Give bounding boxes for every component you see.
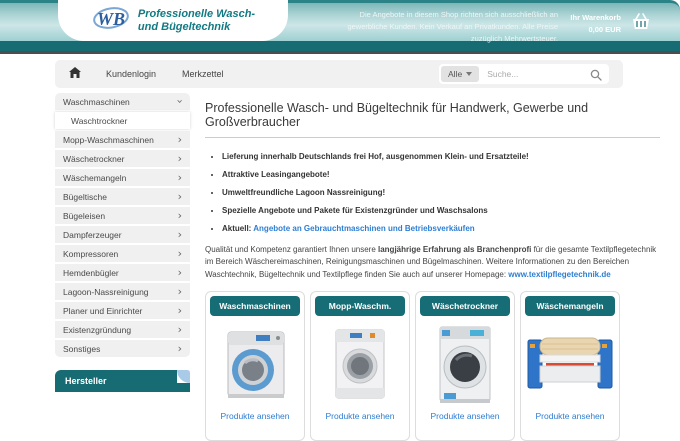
mangle-image[interactable] (524, 316, 616, 411)
chevron-right-icon: › (177, 209, 182, 222)
sidebar-item-lagoon-nassreinigung[interactable] (55, 283, 190, 300)
sidebar-item-label: Wäschetrockner (63, 153, 125, 164)
sidebar-item-label: Waschtrockner (71, 115, 128, 126)
svg-text:WB: WB (96, 9, 125, 29)
category-card-header[interactable]: Wäschemangeln (525, 296, 615, 316)
homepage-link[interactable]: www.textilpflegetechnik.de (508, 269, 611, 279)
chevron-right-icon: › (177, 133, 182, 146)
home-button[interactable] (69, 65, 81, 83)
sidebar-item-label: Lagoon-Nassreinigung (63, 286, 149, 297)
chevron-right-icon: › (177, 342, 182, 355)
sidebar-item-label: Hemdenbügler (63, 267, 119, 278)
search-filter-dropdown[interactable] (441, 66, 479, 82)
page-title: Professionelle Wasch- und Bügeltechnik für Handwerk, Gewerbe und Großverbraucher (205, 101, 589, 129)
category-card-header[interactable]: Wäschetrockner (420, 296, 510, 316)
header-gray-line (0, 51, 680, 54)
sidebar-item-planer-und-einrichter[interactable] (55, 302, 190, 319)
sidebar-item-mopp-waschmaschinen[interactable] (55, 131, 190, 148)
sidebar-item-label: Kompressoren (63, 248, 119, 259)
search-icon[interactable] (590, 68, 602, 86)
home-icon (69, 65, 81, 83)
produkte-ansehen-link[interactable]: Produkte ansehen (430, 411, 500, 422)
nav-link-kundenlogin[interactable]: Kundenlogin (106, 69, 157, 79)
usp-item: • Umweltfreundliche Lagoon Nassreinigung! (222, 188, 660, 198)
category-card-header[interactable]: Mopp-Waschm. (315, 296, 405, 316)
sidebar-item-hemdenb-gler[interactable] (55, 264, 190, 281)
chevron-right-icon: › (177, 228, 182, 241)
sidebar-item-label: Existenzgründung (63, 324, 132, 335)
wb-logo-icon (91, 3, 131, 38)
sidebar-item-label: Waschmaschinen (63, 96, 130, 107)
sidebar-item-label: Bügeleisen (63, 210, 106, 221)
intro-text: Qualität und Kompetenz garantiert Ihnen unsere (205, 245, 378, 254)
site-header (0, 0, 680, 54)
chevron-right-icon: › (177, 285, 182, 298)
content-area (55, 93, 660, 441)
produkte-ansehen-link[interactable]: Produkte ansehen (220, 411, 290, 422)
cart-label: Ihr Warenkorb 0,00 EUR (570, 13, 621, 34)
gebrauchtmaschinen-link[interactable]: Angebote an Gebrauchtmaschinen und Betriebsverkäufen (253, 224, 475, 233)
category-cards (205, 291, 660, 441)
usp-item-aktuell (222, 224, 660, 234)
category-card-header[interactable]: Waschmaschinen (210, 296, 300, 316)
intro-bold-text: langjährige Erfahrung als Branchenprofi (378, 245, 532, 254)
search-input[interactable] (479, 69, 607, 79)
chevron-right-icon: › (177, 323, 182, 336)
cart-widget[interactable] (570, 12, 652, 36)
sidebar-item-b-geleisen[interactable] (55, 207, 190, 224)
sidebar-hersteller-header[interactable] (55, 370, 190, 392)
intro-paragraph (205, 244, 660, 281)
category-card-waschmaschinen (205, 291, 305, 441)
usp-item: • Attraktive Leasingangebote! (222, 170, 660, 180)
usp-list (205, 152, 660, 234)
main-content (205, 93, 660, 441)
sidebar-item-w-schemangeln[interactable] (55, 169, 190, 186)
category-card-waeschemangeln (520, 291, 620, 441)
folded-corner-decoration (177, 370, 190, 383)
navbar (55, 60, 623, 88)
sidebar-item-kompressoren[interactable] (55, 245, 190, 262)
sidebar-item-label: Planer und Einrichter (63, 305, 143, 316)
sidebar (55, 93, 190, 441)
chevron-right-icon: › (177, 266, 182, 279)
hersteller-label: Hersteller (65, 376, 107, 386)
chevron-right-icon: › (177, 304, 182, 317)
category-card-mopp-waschmaschinen (310, 291, 410, 441)
basket-icon (630, 12, 652, 36)
sidebar-menu (55, 93, 190, 357)
caret-down-icon (466, 72, 472, 76)
sidebar-item-b-geltische[interactable] (55, 188, 190, 205)
washing-machine-image[interactable] (216, 316, 294, 411)
sidebar-item-label: Bügeltische (63, 191, 107, 202)
sidebar-item-label: Wäschemangeln (63, 172, 127, 183)
sidebar-item-existenzgr-ndung[interactable] (55, 321, 190, 338)
logo[interactable] (58, 0, 288, 41)
sidebar-item-sonstiges[interactable] (55, 340, 190, 357)
chevron-right-icon: › (177, 171, 182, 184)
shop-notice: Die Angebote in diesem Shop richten sich ausschließlich an gewerbliche Kunden. Kein Verkauf an Privatkunden. Alle Preise zuzüglich Mehrwertsteuer. (347, 10, 558, 43)
sidebar-item-waschmaschinen[interactable] (55, 93, 190, 110)
produkte-ansehen-link[interactable]: Produkte ansehen (535, 411, 605, 422)
chevron-right-icon: › (177, 152, 182, 165)
usp-item: • Lieferung innerhalb Deutschlands frei Hof, ausgenommen Klein- und Ersatzteile! (222, 152, 660, 162)
logo-title: Professionelle Wasch- und Bügeltechnik (137, 7, 256, 33)
nav-link-merkzettel[interactable]: Merkzettel (182, 69, 224, 79)
search-bar (439, 64, 609, 84)
dryer-image[interactable] (432, 316, 498, 411)
category-card-waeschetrockner (415, 291, 515, 441)
chevron-down-icon: › (173, 99, 187, 104)
sidebar-item-label: Sonstiges (63, 343, 101, 354)
chevron-right-icon: › (177, 247, 182, 260)
chevron-right-icon: › (177, 190, 182, 203)
mop-washing-machine-image[interactable] (328, 316, 392, 411)
sidebar-item-w-schetrockner[interactable] (55, 150, 190, 167)
sidebar-item-waschtrockner[interactable] (55, 112, 190, 129)
sidebar-item-dampferzeuger[interactable] (55, 226, 190, 243)
title-divider (205, 137, 660, 138)
sidebar-item-label: Dampferzeuger (63, 229, 122, 240)
aktuell-prefix: Aktuell: (222, 224, 254, 233)
sidebar-item-label: Mopp-Waschmaschinen (63, 134, 154, 145)
search-filter-label: Alle (448, 69, 463, 79)
intro-text: für die gesamte Textilpflegetechnik im Bereich Wäschereimaschinen, Reinigungsmaschinen und Bügelmaschinen. Weitere Informationen zu den Bereichen Waschtechnik, Bügeltechnik und Textilpflege finden Sie auch auf unserer Homepage: (205, 245, 657, 279)
produkte-ansehen-link[interactable]: Produkte ansehen (325, 411, 395, 422)
usp-item: • Spezielle Angebote und Pakete für Existenzgründer und Waschsalons (222, 206, 660, 216)
